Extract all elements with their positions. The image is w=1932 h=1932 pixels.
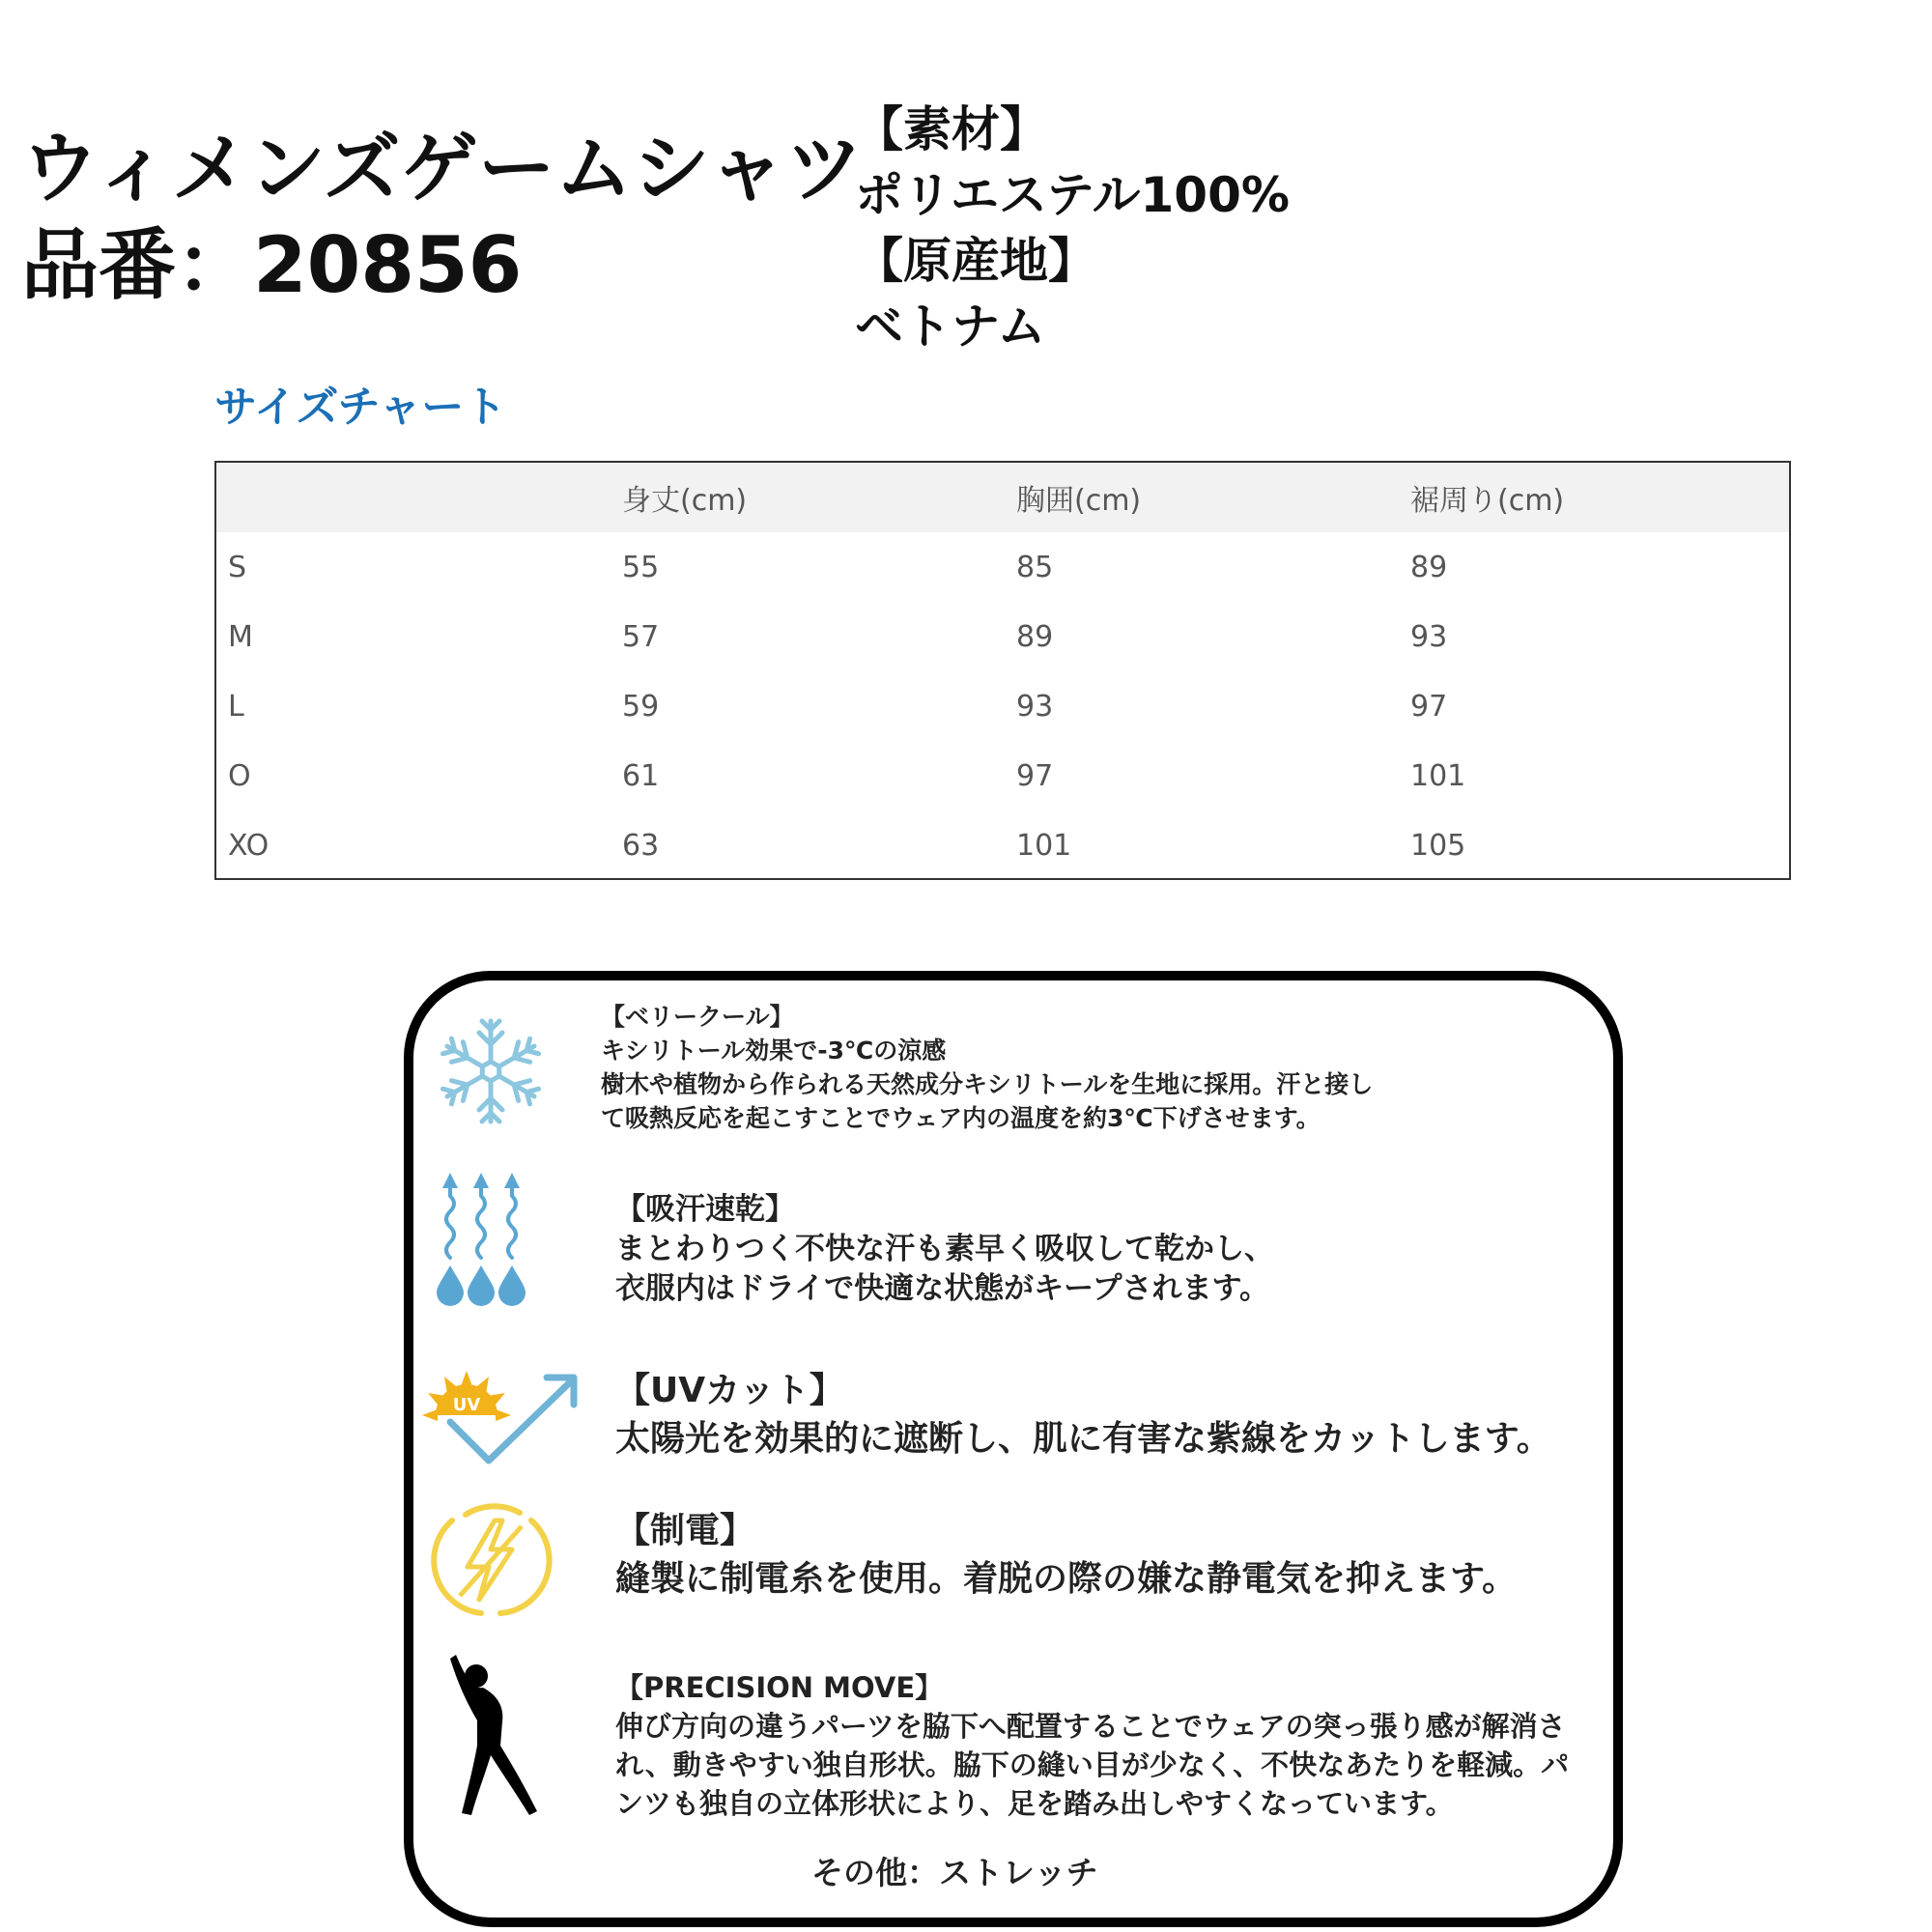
table-cell: 97 xyxy=(1016,758,1054,793)
feature-line: ンツも独自の立体形状により、足を踏み出しやすくなっています。 xyxy=(615,1787,1454,1820)
table-cell: 89 xyxy=(1410,550,1448,584)
feature-title: 【制電】 xyxy=(615,1511,755,1550)
table-row xyxy=(216,602,1789,671)
size-cell: S xyxy=(228,550,247,584)
feature-line: キシリトール効果で-3℃の涼感 xyxy=(601,1037,947,1065)
table-cell: 63 xyxy=(622,828,660,863)
table-cell: 101 xyxy=(1016,828,1072,863)
column-header: 胸囲(cm) xyxy=(1016,484,1142,518)
size-chart-heading: サイズチャート xyxy=(214,383,507,432)
table-cell: 55 xyxy=(622,550,660,584)
origin-value: ベトナム xyxy=(855,298,1046,355)
table-cell: 105 xyxy=(1410,828,1466,863)
table-cell: 57 xyxy=(622,619,660,654)
table-cell: 59 xyxy=(622,689,660,724)
feature-line: 樹木や植物から作られる天然成分キシリトールを生地に採用。汗と接し xyxy=(601,1070,1374,1098)
feature-very-cool xyxy=(601,1000,1373,1135)
table-cell: 93 xyxy=(1016,689,1054,724)
product-title xyxy=(21,121,863,314)
size-cell: L xyxy=(228,689,244,724)
feature-line: 衣服内はドライで快適な状態がキープされます。 xyxy=(615,1271,1270,1306)
table-cell: 101 xyxy=(1410,758,1466,793)
feature-line: て吸熱反応を起こすことでウェア内の温度を約3℃下げさせます。 xyxy=(601,1104,1321,1132)
table-cell: 85 xyxy=(1016,550,1054,584)
other-features: その他：ストレッチ xyxy=(811,1854,1098,1891)
feature-antistatic xyxy=(615,1507,1517,1604)
table-row xyxy=(216,671,1789,741)
product-name: ウィメンズゲームシャツ xyxy=(21,124,864,213)
feature-title: 【UVカット】 xyxy=(615,1371,844,1410)
size-cell: O xyxy=(228,758,251,793)
snowflake-icon xyxy=(433,1016,549,1127)
feature-title: 【PRECISION MOVE】 xyxy=(615,1671,944,1704)
feature-title: 【ベリークール】 xyxy=(601,1003,794,1031)
feature-title: 【吸汗速乾】 xyxy=(615,1192,795,1227)
material-info xyxy=(855,97,1290,359)
feature-line: れ、動きやすい独自形状。脇下の縫い目が少なく、不快なあたりを軽減。パ xyxy=(615,1748,1570,1781)
table-row xyxy=(216,532,1789,602)
sweat-wicking-icon xyxy=(433,1169,529,1309)
uv-cut-icon xyxy=(413,1362,582,1468)
material-label: 【素材】 xyxy=(855,101,1048,157)
uv-label: UV xyxy=(452,1395,481,1415)
column-header: 身丈(cm) xyxy=(622,484,748,518)
column-header xyxy=(216,463,611,532)
product-number: 品番：20856 xyxy=(21,220,523,310)
antistatic-icon xyxy=(425,1499,555,1623)
size-cell: XO xyxy=(228,828,270,863)
feature-sweat-wicking xyxy=(615,1190,1274,1309)
table-cell: 93 xyxy=(1410,619,1448,654)
table-cell: 61 xyxy=(622,758,660,793)
feature-line: 伸び方向の違うパーツを脇下へ配置することでウェアの突っ張り感が解消さ xyxy=(615,1710,1566,1743)
feature-precision-move xyxy=(615,1668,1569,1823)
table-row xyxy=(216,810,1789,880)
table-row xyxy=(216,741,1789,810)
feature-line: 太陽光を効果的に遮断し、肌に有害な紫線をカットします。 xyxy=(615,1419,1551,1459)
stretching-person-icon xyxy=(444,1639,560,1818)
feature-line: まとわりつく不快な汗も素早く吸収して乾かし、 xyxy=(615,1232,1274,1266)
table-header-row xyxy=(216,463,1789,532)
origin-label: 【原産地】 xyxy=(855,233,1096,289)
size-cell: M xyxy=(228,619,253,654)
material-value: ポリエステル100% xyxy=(855,167,1290,223)
column-header: 裾周り(cm) xyxy=(1410,484,1565,518)
table-cell: 97 xyxy=(1410,689,1448,724)
feature-line: 縫製に制電糸を使用。着脱の際の嫌な静電気を抑えます。 xyxy=(615,1559,1518,1599)
table-cell: 89 xyxy=(1016,619,1054,654)
feature-uv-cut xyxy=(615,1367,1551,1463)
size-chart-table xyxy=(214,461,1791,880)
